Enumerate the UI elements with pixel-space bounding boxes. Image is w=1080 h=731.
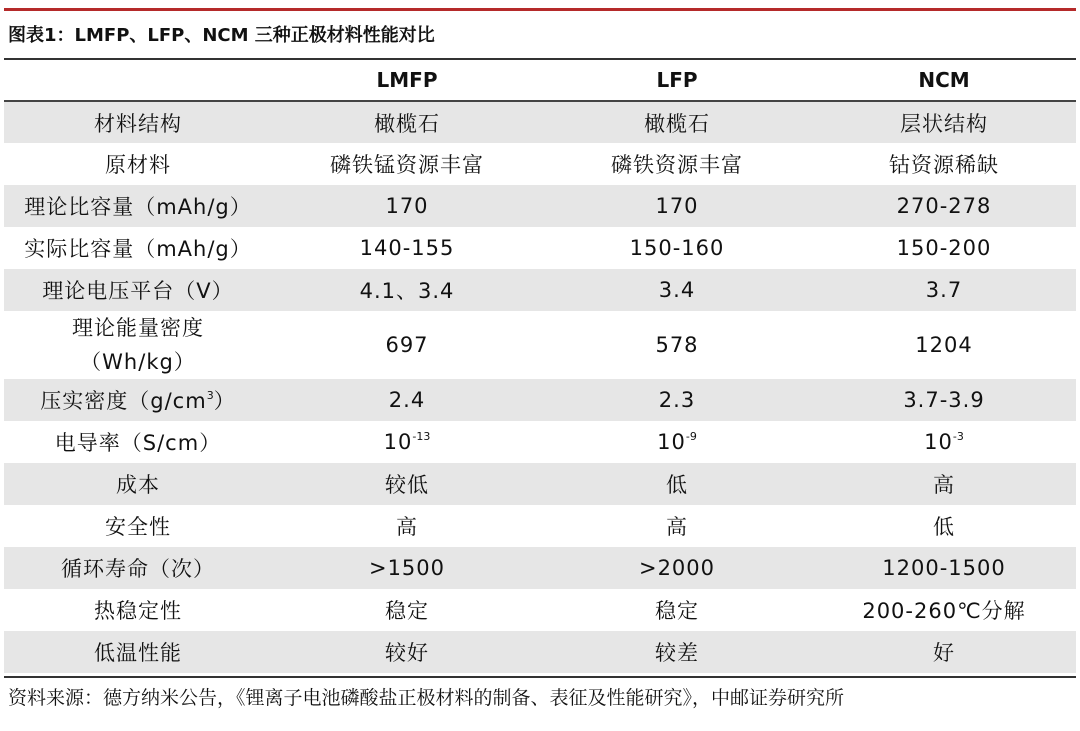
row-label-superscript: 3 [206, 389, 214, 402]
row-label: 理论电压平台（V） [42, 279, 234, 303]
cell-ncm: 1200-1500 [882, 556, 1006, 580]
cell-lmfp: 697 [385, 333, 429, 357]
row-label: 安全性 [105, 515, 171, 539]
cell-lfp: 3.4 [658, 278, 696, 302]
row-label: 热稳定性 [94, 599, 182, 623]
cell-lfp [542, 421, 812, 463]
cell-lfp: 磷铁资源丰富 [611, 153, 743, 177]
row-label-line1: 理论能量密度 [72, 316, 204, 340]
row-label-tail: ） [213, 389, 236, 413]
table-row [4, 227, 1076, 269]
header-ncm: NCM [918, 68, 970, 92]
cell-lmfp: >1500 [368, 556, 446, 580]
table-row [4, 143, 1076, 185]
cell-lmfp: 较低 [385, 473, 429, 497]
cell-lfp: 170 [655, 194, 699, 218]
cell-ncm: 3.7 [925, 278, 963, 302]
cell-lmfp: 较好 [385, 641, 429, 665]
cell-lfp: 150-160 [629, 236, 725, 260]
cell-lmfp: 4.1、3.4 [359, 279, 455, 303]
power-base: 10 [924, 430, 953, 454]
bottom-rule [4, 676, 1076, 678]
cell-ncm: 层状结构 [900, 111, 988, 136]
comparison-table [4, 60, 1076, 673]
power-exponent: -9 [685, 430, 697, 443]
table-row [4, 631, 1076, 673]
table-row [4, 505, 1076, 547]
row-label: 低温性能 [94, 641, 182, 665]
cell-lfp: 578 [655, 333, 699, 357]
cell-lfp: 稳定 [655, 599, 699, 623]
cell-ncm: 好 [933, 641, 955, 665]
cell-lfp: 橄榄石 [644, 111, 710, 136]
cell-lmfp: 170 [385, 194, 429, 218]
table-row [4, 421, 1076, 463]
cell-lfp: >2000 [638, 556, 716, 580]
cell-lmfp: 橄榄石 [374, 111, 440, 136]
table-row [4, 463, 1076, 505]
row-label: 原材料 [105, 153, 171, 177]
row-label-main: 压实密度（g/cm [40, 389, 207, 413]
cell-ncm: 高 [933, 473, 955, 497]
cell-lmfp: 2.4 [388, 388, 426, 412]
row-label [4, 379, 272, 421]
cell-lmfp [272, 421, 542, 463]
table-row [4, 589, 1076, 631]
row-label-line2: （Wh/kg） [80, 350, 196, 374]
cell-ncm: 低 [933, 515, 955, 539]
source-note: 资料来源：德方纳米公告，《锂离子电池磷酸盐正极材料的制备、表征及性能研究》，中邮证券研究所 [8, 687, 845, 709]
table-row [4, 101, 1076, 143]
power-base: 10 [383, 430, 413, 454]
header-row [4, 60, 1076, 101]
table-row [4, 547, 1076, 589]
row-label: 理论比容量（mAh/g） [24, 195, 252, 219]
table-row [4, 311, 1076, 379]
cell-lmfp: 高 [396, 515, 418, 539]
cell-ncm: 150-200 [896, 236, 992, 260]
header-lfp: LFP [656, 68, 698, 92]
cell-lfp: 低 [666, 473, 688, 497]
header-lmfp: LMFP [376, 68, 438, 92]
cell-lmfp: 140-155 [359, 236, 455, 260]
cell-lmfp: 磷铁锰资源丰富 [330, 153, 484, 177]
power-base: 10 [657, 430, 686, 454]
cell-ncm: 1204 [915, 333, 973, 357]
cell-lmfp: 稳定 [385, 599, 429, 623]
row-label: 材料结构 [94, 111, 182, 136]
top-accent-rule [4, 8, 1076, 11]
figure-title: 图表1：LMFP、LFP、NCM 三种正极材料性能对比 [8, 25, 435, 46]
row-label: 成本 [116, 473, 160, 497]
table-row [4, 379, 1076, 421]
cell-ncm: 270-278 [896, 194, 992, 218]
power-exponent: -13 [412, 430, 431, 443]
cell-lfp: 2.3 [658, 388, 696, 412]
cell-ncm: 200-260℃分解 [862, 599, 1026, 623]
row-label [4, 311, 272, 379]
cell-lfp: 较差 [655, 641, 699, 665]
table-row [4, 185, 1076, 227]
power-exponent: -3 [952, 430, 964, 443]
row-label: 电导率（S/cm） [54, 431, 222, 455]
cell-ncm: 钴资源稀缺 [889, 153, 999, 177]
cell-ncm [812, 421, 1076, 463]
cell-lfp: 高 [666, 515, 688, 539]
table-row [4, 269, 1076, 311]
cell-ncm: 3.7-3.9 [903, 388, 985, 412]
row-label: 实际比容量（mAh/g） [24, 237, 252, 261]
header-corner [4, 60, 272, 101]
row-label: 循环寿命（次） [61, 557, 215, 581]
